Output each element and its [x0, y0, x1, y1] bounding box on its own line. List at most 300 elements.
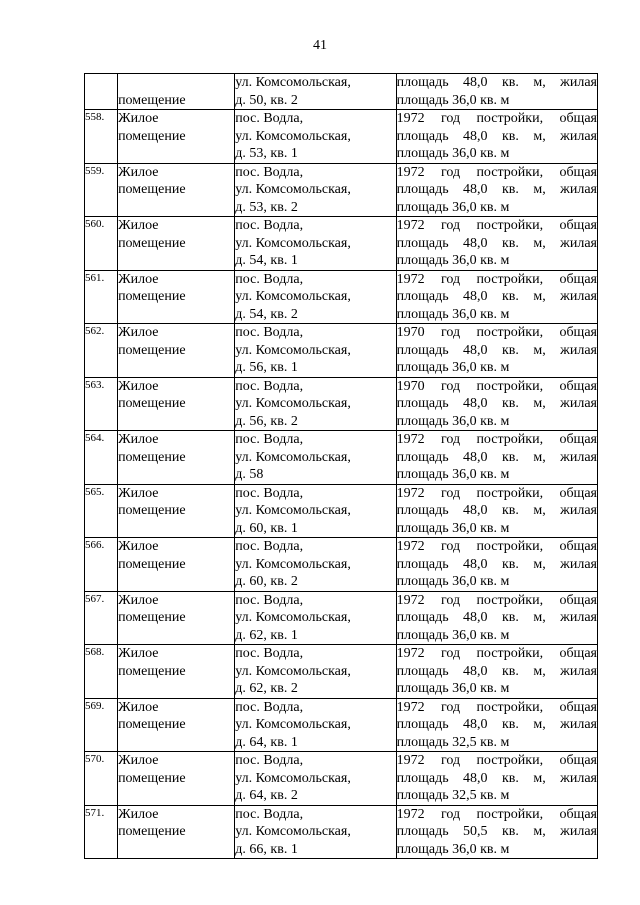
address-line: д. 56, кв. 2 [235, 413, 298, 429]
property-name-line: Жилое [118, 164, 159, 180]
description-word: жилая [560, 770, 597, 786]
property-name-line: помещение [118, 289, 186, 304]
property-name-cell [118, 74, 235, 110]
description-word: площадь [396, 824, 449, 839]
description-word: жилая [560, 663, 597, 679]
row-number: 561. [85, 270, 118, 324]
description-line [397, 431, 597, 449]
description-cell [396, 270, 597, 324]
property-table [84, 73, 598, 859]
property-name-line: помещение [118, 342, 186, 358]
description-word: год [440, 271, 461, 287]
address-cell [235, 163, 396, 217]
address-line: д. 58 [235, 467, 264, 482]
description-area-line: площадь 36,0 кв. м [396, 360, 510, 375]
property-name-line: Жилое [118, 539, 159, 554]
description-word: кв. [501, 342, 519, 358]
description-word: 48,0 [463, 235, 488, 251]
description-line [397, 74, 597, 92]
row-number [85, 74, 118, 110]
description-cell [396, 591, 597, 645]
description-word: 48,0 [463, 770, 488, 786]
description-line [397, 823, 597, 841]
description-word: постройки, [476, 485, 544, 501]
description-word: 1972 [396, 699, 425, 715]
description-line [397, 128, 597, 146]
address-line: ул. Комсомольская, [235, 770, 351, 786]
address-line: пос. Водла, [235, 218, 304, 233]
description-line [397, 502, 597, 520]
description-word: кв. [501, 610, 519, 625]
description-word: площадь [396, 289, 449, 304]
description-word: кв. [501, 75, 519, 90]
property-name-cell [118, 484, 235, 538]
address-line: д. 50, кв. 2 [235, 92, 298, 108]
description-word: кв. [501, 556, 519, 572]
row-number: 566. [85, 538, 118, 592]
description-area-line: площадь 36,0 кв. м [396, 574, 510, 589]
description-line [397, 752, 597, 770]
table-row [85, 591, 598, 645]
table-row [85, 324, 598, 378]
description-word: 48,0 [463, 75, 488, 90]
address-cell [235, 645, 396, 699]
description-line [397, 806, 597, 824]
description-word: площадь [396, 182, 449, 197]
property-name-line: помещение [118, 92, 186, 108]
description-word: 1972 [396, 539, 425, 554]
description-word: год [440, 485, 461, 501]
address-line: ул. Комсомольская, [235, 75, 351, 90]
description-word: площадь [396, 235, 449, 251]
address-line: пос. Водла, [235, 753, 304, 768]
row-number: 562. [85, 324, 118, 378]
description-word: кв. [501, 235, 519, 251]
address-cell [235, 110, 396, 164]
description-word: 1972 [396, 592, 425, 608]
description-word: 1972 [396, 753, 425, 768]
description-word: площадь [396, 342, 449, 358]
address-line: пос. Водла, [235, 164, 304, 180]
property-name-cell [118, 324, 235, 378]
property-name-line: помещение [118, 235, 186, 251]
description-word: 1972 [396, 271, 425, 287]
address-line: ул. Комсомольская, [235, 396, 351, 411]
address-line: д. 56, кв. 1 [235, 360, 298, 375]
address-line: ул. Комсомольская, [235, 824, 351, 839]
property-name-line: помещение [118, 770, 186, 786]
property-name-cell [118, 270, 235, 324]
description-word: постройки, [476, 164, 544, 180]
property-name-line: Жилое [118, 646, 159, 661]
description-word: жилая [560, 182, 597, 197]
description-word: общая [559, 111, 597, 126]
address-cell [235, 377, 396, 431]
row-number: 563. [85, 377, 118, 431]
description-cell [396, 538, 597, 592]
address-line: пос. Водла, [235, 271, 304, 287]
description-word: м, [533, 235, 546, 251]
description-word: площадь [396, 717, 449, 732]
address-line: пос. Водла, [235, 111, 304, 126]
description-word: 1972 [396, 218, 425, 233]
property-name-cell [118, 431, 235, 485]
property-name-cell [118, 377, 235, 431]
description-word: общая [559, 806, 597, 822]
table-row [85, 110, 598, 164]
description-word: жилая [560, 235, 597, 251]
property-name-line: помещение [118, 128, 186, 144]
description-word: постройки, [476, 111, 544, 126]
description-word: постройки, [476, 592, 544, 608]
description-word: площадь [396, 128, 449, 144]
property-name-line: Жилое [118, 111, 159, 126]
description-line [397, 342, 597, 360]
property-table-body [85, 74, 598, 859]
address-line: ул. Комсомольская, [235, 182, 351, 197]
description-area-line: площадь 36,0 кв. м [396, 306, 510, 322]
description-word: жилая [560, 610, 597, 625]
description-word: площадь [396, 396, 449, 411]
description-word: 48,0 [463, 503, 488, 518]
description-word: м, [533, 556, 546, 572]
description-line [397, 716, 597, 734]
description-word: м, [533, 128, 546, 144]
table-row [85, 431, 598, 485]
description-word: постройки, [476, 806, 544, 822]
address-line: д. 60, кв. 2 [235, 574, 298, 589]
description-line [397, 181, 597, 199]
description-area-line: площадь 32,5 кв. м [396, 788, 510, 803]
address-line: д. 66, кв. 1 [235, 841, 298, 857]
address-line: ул. Комсомольская, [235, 235, 351, 251]
description-word: м, [533, 289, 546, 304]
address-line: пос. Водла, [235, 592, 304, 608]
description-word: год [440, 432, 461, 447]
description-word: м, [533, 824, 546, 839]
description-word: м, [533, 663, 546, 679]
property-name-line: Жилое [118, 592, 159, 608]
description-cell [396, 484, 597, 538]
description-word: 1972 [396, 806, 425, 822]
description-word: м, [533, 396, 546, 411]
description-cell [396, 74, 597, 110]
description-word: м, [533, 75, 546, 90]
property-name-cell [118, 217, 235, 271]
description-word: жилая [560, 556, 597, 572]
property-name-line: помещение [118, 824, 186, 839]
address-cell [235, 484, 396, 538]
description-word: 48,0 [463, 342, 488, 358]
description-word: год [440, 646, 461, 661]
description-word: постройки, [476, 699, 544, 715]
address-cell [235, 74, 396, 110]
address-line: ул. Комсомольская, [235, 556, 351, 572]
description-word: год [440, 164, 461, 180]
description-word: 48,0 [463, 663, 488, 679]
description-word: кв. [501, 182, 519, 197]
property-name-cell [118, 110, 235, 164]
description-word: жилая [560, 289, 597, 304]
description-word: общая [559, 271, 597, 287]
address-line: д. 64, кв. 1 [235, 734, 298, 750]
property-name-line: помещение [118, 663, 186, 679]
description-word: год [440, 378, 461, 394]
property-name-line: Жилое [118, 485, 159, 501]
description-word: жилая [560, 824, 597, 839]
description-line [397, 395, 597, 413]
address-line: пос. Водла, [235, 378, 304, 394]
address-line: ул. Комсомольская, [235, 128, 351, 144]
address-line: д. 62, кв. 2 [235, 681, 298, 696]
row-number: 567. [85, 591, 118, 645]
address-cell [235, 591, 396, 645]
description-word: 48,0 [463, 449, 488, 465]
description-word: жилая [560, 449, 597, 465]
description-area-line: площадь 36,0 кв. м [396, 520, 510, 536]
description-word: общая [559, 753, 597, 768]
address-cell [235, 805, 396, 859]
row-number: 564. [85, 431, 118, 485]
row-number: 560. [85, 217, 118, 271]
property-name-cell [118, 163, 235, 217]
description-word: м, [533, 503, 546, 518]
description-word: площадь [396, 770, 449, 786]
description-word: кв. [501, 770, 519, 786]
address-line: д. 54, кв. 2 [235, 306, 298, 322]
row-number: 568. [85, 645, 118, 699]
description-line [397, 592, 597, 610]
description-line [397, 217, 597, 235]
address-line: пос. Водла, [235, 699, 304, 715]
description-word: год [440, 218, 461, 233]
description-word: м, [533, 342, 546, 358]
description-cell [396, 163, 597, 217]
description-word: общая [559, 218, 597, 233]
address-cell [235, 538, 396, 592]
table-row [85, 805, 598, 859]
description-word: постройки, [476, 218, 544, 233]
address-cell [235, 270, 396, 324]
description-word: год [440, 539, 461, 554]
description-word: жилая [560, 128, 597, 144]
address-cell [235, 431, 396, 485]
table-row [85, 217, 598, 271]
description-cell [396, 110, 597, 164]
property-name-line: помещение [118, 182, 186, 197]
property-name-cell [118, 591, 235, 645]
description-word: м, [533, 717, 546, 732]
description-word: постройки, [476, 432, 544, 447]
description-line [397, 164, 597, 182]
description-line [397, 288, 597, 306]
description-word: жилая [560, 342, 597, 358]
property-name-line: Жилое [118, 753, 159, 768]
address-line: ул. Комсомольская, [235, 503, 351, 518]
description-area-line: площадь 32,5 кв. м [396, 734, 510, 750]
row-number: 558. [85, 110, 118, 164]
description-word: площадь [396, 556, 449, 572]
address-line: ул. Комсомольская, [235, 289, 351, 304]
address-line: пос. Водла, [235, 646, 304, 661]
property-name-cell [118, 805, 235, 859]
row-number: 569. [85, 698, 118, 752]
description-word: кв. [501, 663, 519, 679]
description-word: кв. [501, 717, 519, 732]
description-cell [396, 645, 597, 699]
description-word: общая [559, 485, 597, 501]
description-word: 48,0 [463, 182, 488, 197]
address-line: д. 62, кв. 1 [235, 627, 298, 643]
description-cell [396, 217, 597, 271]
address-line: пос. Водла, [235, 432, 304, 447]
table-row [85, 74, 598, 110]
description-word: 1970 [396, 325, 425, 340]
description-line [397, 609, 597, 627]
description-word: 1972 [396, 164, 425, 180]
table-row [85, 698, 598, 752]
address-line: ул. Комсомольская, [235, 717, 351, 732]
description-word: кв. [501, 824, 519, 839]
description-word: 48,0 [463, 717, 488, 732]
description-cell [396, 752, 597, 806]
description-word: общая [559, 164, 597, 180]
address-line: ул. Комсомольская, [235, 610, 351, 625]
description-word: площадь [396, 75, 449, 90]
address-line: пос. Водла, [235, 539, 304, 554]
description-word: кв. [501, 128, 519, 144]
description-word: общая [559, 325, 597, 340]
description-word: жилая [560, 75, 597, 90]
description-word: жилая [560, 503, 597, 518]
description-word: год [440, 592, 461, 608]
address-cell [235, 752, 396, 806]
description-word: 48,0 [463, 556, 488, 572]
table-row [85, 163, 598, 217]
description-word: общая [559, 646, 597, 661]
property-name-cell [118, 538, 235, 592]
description-line [397, 378, 597, 396]
description-word: год [440, 699, 461, 715]
description-word: общая [559, 432, 597, 447]
description-word: постройки, [476, 539, 544, 554]
address-cell [235, 324, 396, 378]
property-name-line: помещение [118, 396, 186, 411]
description-word: 48,0 [463, 610, 488, 625]
property-name-line [118, 74, 234, 92]
description-line [397, 235, 597, 253]
address-line: пос. Водла, [235, 325, 304, 340]
table-row [85, 538, 598, 592]
description-word: общая [559, 539, 597, 554]
address-line: д. 53, кв. 2 [235, 199, 298, 215]
description-cell [396, 698, 597, 752]
description-area-line: площадь 36,0 кв. м [396, 841, 510, 857]
property-name-cell [118, 752, 235, 806]
description-line [397, 271, 597, 289]
description-area-line: площадь 36,0 кв. м [396, 199, 510, 215]
address-line: д. 64, кв. 2 [235, 788, 298, 803]
description-line [397, 663, 597, 681]
description-word: м, [533, 182, 546, 197]
description-word: 50,5 [463, 824, 488, 839]
description-word: 48,0 [463, 289, 488, 304]
description-word: площадь [396, 610, 449, 625]
address-line: пос. Водла, [235, 485, 304, 501]
description-word: 1972 [396, 485, 425, 501]
address-cell [235, 698, 396, 752]
description-line [397, 449, 597, 467]
description-word: м, [533, 610, 546, 625]
description-area-line: площадь 36,0 кв. м [396, 627, 510, 643]
property-name-cell [118, 698, 235, 752]
description-area-line: площадь 36,0 кв. м [396, 681, 510, 696]
address-line: ул. Комсомольская, [235, 342, 351, 358]
description-word: постройки, [476, 325, 544, 340]
address-line: пос. Водла, [235, 806, 304, 822]
row-number: 565. [85, 484, 118, 538]
property-name-line: помещение [118, 556, 186, 572]
description-word: 48,0 [463, 128, 488, 144]
description-area-line: площадь 36,0 кв. м [396, 467, 510, 482]
table-row [85, 752, 598, 806]
description-cell [396, 805, 597, 859]
description-line [397, 324, 597, 342]
description-word: год [440, 325, 461, 340]
table-row [85, 270, 598, 324]
row-number: 559. [85, 163, 118, 217]
address-line: ул. Комсомольская, [235, 449, 351, 465]
description-word: год [440, 806, 461, 822]
description-word: постройки, [476, 646, 544, 661]
description-word: м, [533, 770, 546, 786]
property-name-line: помещение [118, 610, 186, 625]
description-word: жилая [560, 717, 597, 732]
description-line [397, 770, 597, 788]
property-name-line: помещение [118, 449, 186, 465]
property-name-line: помещение [118, 503, 186, 518]
property-name-line: Жилое [118, 432, 159, 447]
description-line [397, 699, 597, 717]
page-number: 41 [313, 38, 327, 53]
description-word: постройки, [476, 753, 544, 768]
property-name-cell [118, 645, 235, 699]
address-line: д. 60, кв. 1 [235, 520, 298, 536]
description-word: кв. [501, 449, 519, 465]
description-word: год [440, 753, 461, 768]
description-word: год [440, 111, 461, 126]
row-number: 571. [85, 805, 118, 859]
description-line [397, 645, 597, 663]
description-line [397, 110, 597, 128]
table-row [85, 645, 598, 699]
description-line [397, 485, 597, 503]
description-word: кв. [501, 396, 519, 411]
property-name-line: Жилое [118, 325, 159, 340]
description-cell [396, 324, 597, 378]
table-row [85, 377, 598, 431]
description-word: постройки, [476, 378, 544, 394]
description-line [397, 538, 597, 556]
address-line: д. 53, кв. 1 [235, 146, 298, 161]
property-name-line: помещение [118, 717, 186, 732]
description-word: кв. [501, 289, 519, 304]
description-area-line: площадь 36,0 кв. м [396, 146, 510, 161]
description-word: кв. [501, 503, 519, 518]
description-word: площадь [396, 503, 449, 518]
description-word: 1972 [396, 432, 425, 447]
description-word: 1970 [396, 378, 425, 394]
